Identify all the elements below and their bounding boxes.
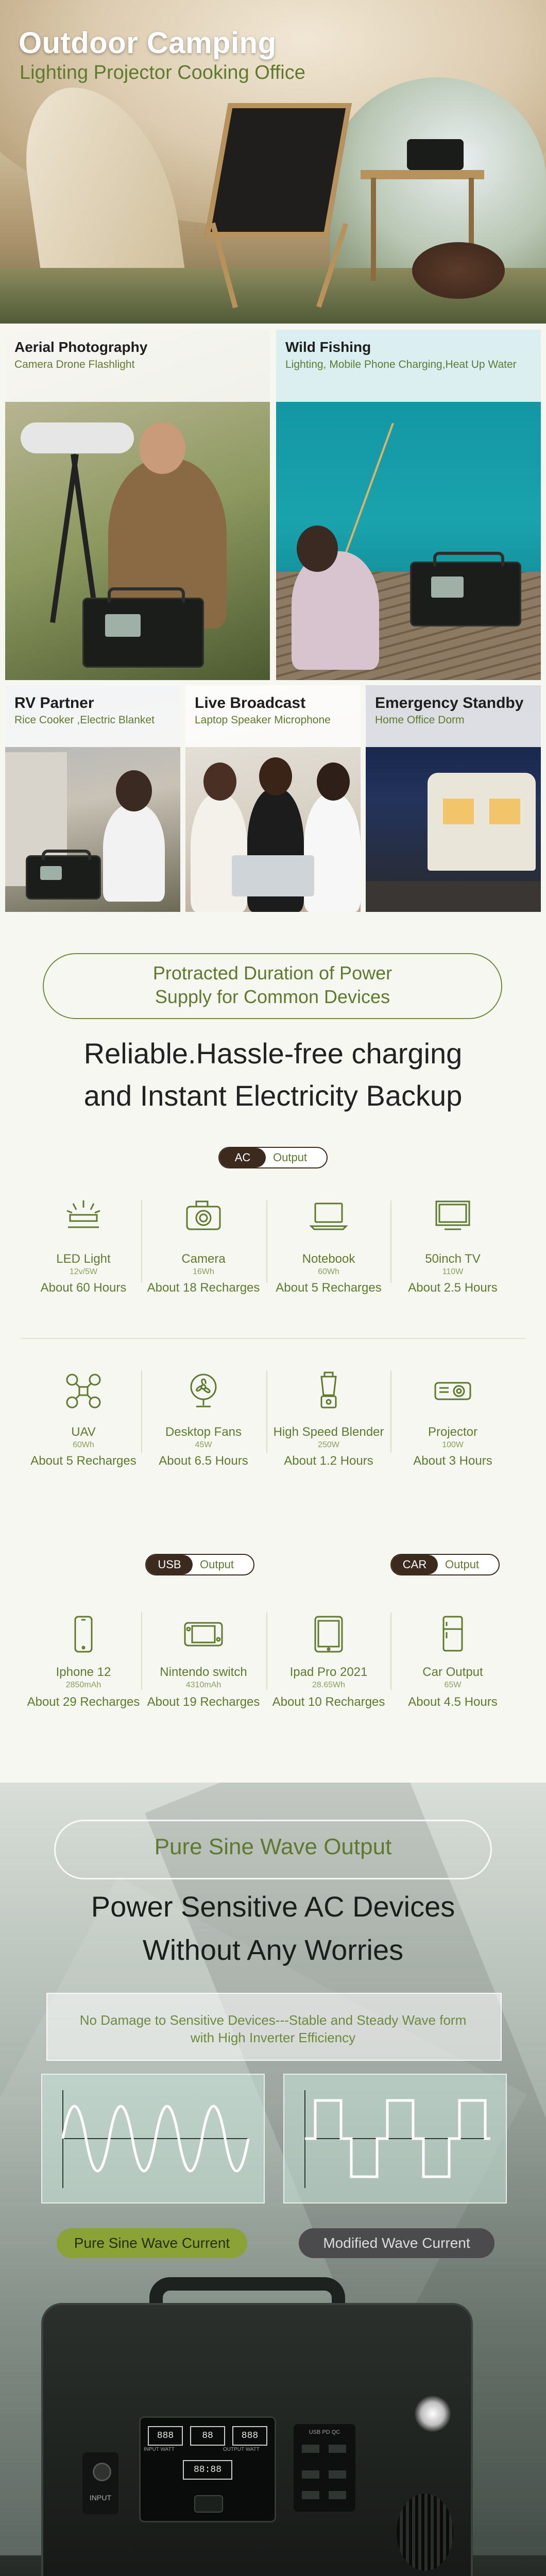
power-station-image (407, 139, 464, 170)
device-spec: 60Wh (73, 1440, 94, 1449)
device-usage: About 19 Recharges (147, 1695, 260, 1709)
scene-title: Live Broadcast (195, 694, 306, 711)
usb-port (329, 2491, 346, 2499)
projector-icon (432, 1370, 473, 1412)
power-button[interactable] (194, 2495, 223, 2513)
device-spec: 12v/5W (69, 1267, 98, 1276)
lcd-caption-output: OUTPUT WATT (223, 2447, 260, 2452)
device-usage: About 60 Hours (40, 1281, 127, 1295)
scene-emergency-standby (366, 685, 541, 912)
hero-subtitle: Lighting Projector Cooking Office (20, 62, 305, 83)
modified-wave-panel (283, 2074, 507, 2204)
scene-subtitle: Lighting, Mobile Phone Charging,Heat Up Water (285, 359, 517, 370)
ac-tag-label: AC (219, 1148, 266, 1167)
device-name: High Speed Blender (273, 1425, 384, 1439)
device-usage: About 1.2 Hours (284, 1454, 373, 1468)
person-head (203, 762, 236, 801)
fisher (292, 551, 379, 670)
device-spec: 100W (442, 1440, 464, 1449)
sine-headline-2: Without Any Worries (142, 1934, 404, 1966)
lcd-percent: 88 (190, 2426, 225, 2446)
scene-subtitle: Rice Cooker ,Electric Blanket (14, 714, 155, 726)
ground (366, 881, 541, 912)
device-usage: About 3 Hours (413, 1454, 492, 1468)
duration-headline-2: and Instant Electricity Backup (83, 1079, 463, 1112)
switch-icon (183, 1614, 224, 1655)
device-name: Iphone 12 (56, 1665, 111, 1679)
person-head (317, 762, 350, 801)
car-tag-label: CAR (391, 1555, 438, 1574)
device-spec: 4310mAh (185, 1681, 221, 1689)
device-usage: About 2.5 Hours (408, 1281, 498, 1295)
scene-live-broadcast (185, 685, 361, 912)
device-name: UAV (71, 1425, 96, 1439)
device-spec: 110W (442, 1267, 464, 1276)
row-divider (21, 1338, 525, 1339)
usb-port (302, 2491, 319, 2499)
input-port (82, 2452, 118, 2514)
usb-label: USB PD QC (309, 2429, 340, 2435)
device-usage: About 5 Recharges (30, 1454, 136, 1468)
flashlight-icon (415, 2396, 451, 2432)
scene-rv-partner (5, 685, 180, 912)
usb-port-panel (294, 2424, 355, 2512)
device-spec: 45W (195, 1440, 212, 1449)
scene-title: Aerial Photography (14, 339, 148, 355)
person-head (139, 422, 185, 474)
device-name: 50inch TV (425, 1252, 481, 1266)
camera-icon (183, 1195, 224, 1236)
usb-port (329, 2445, 346, 2453)
hero-title: Outdoor Camping (19, 26, 277, 60)
duration-pill-line2: Supply for Common Devices (155, 986, 390, 1007)
person-head (259, 757, 292, 795)
fan-icon (183, 1370, 224, 1412)
device-usage: About 5 Recharges (276, 1281, 382, 1295)
pure-sine-label: Pure Sine Wave Current (57, 2228, 247, 2258)
scene-wild-fishing (276, 330, 541, 680)
ac-output-tag (218, 1147, 328, 1168)
tablet-icon (308, 1614, 349, 1655)
device-name: Ipad Pro 2021 (289, 1665, 368, 1679)
device-spec: 65W (444, 1681, 462, 1689)
car-output-tag (390, 1554, 500, 1575)
camera-lens (21, 422, 134, 453)
device-name: Desktop Fans (165, 1425, 242, 1439)
device-spec: 16Wh (193, 1267, 214, 1276)
led-light-icon (63, 1195, 104, 1236)
device-name: LED Light (56, 1252, 111, 1266)
hero-banner (0, 0, 546, 324)
lcd-panel (139, 2416, 276, 2522)
input-label: INPUT (90, 2494, 111, 2502)
power-station-image (82, 598, 204, 668)
pouf (412, 242, 505, 299)
notebook-icon (308, 1195, 349, 1236)
device-name: Camera (181, 1252, 226, 1266)
table-leg (371, 178, 376, 281)
usb-port (302, 2445, 319, 2453)
output-tag-label: Output (445, 1558, 480, 1571)
scene-title: Wild Fishing (285, 339, 371, 355)
camping-chair (204, 103, 352, 237)
scene-subtitle: Camera Drone Flashlight (14, 359, 135, 370)
output-tag-label: Output (273, 1151, 308, 1164)
device-usage: About 10 Recharges (272, 1695, 385, 1709)
power-station-image (410, 562, 521, 626)
modified-wave-label: Modified Wave Current (299, 2228, 494, 2258)
device-name: Nintendo switch (160, 1665, 247, 1679)
tv-icon (432, 1195, 473, 1236)
sine-note-line1: No Damage to Sensitive Devices---Stable and Steady Wave form (79, 2012, 467, 2028)
fridge-icon (432, 1614, 473, 1655)
lcd-time: 88:88 (183, 2460, 232, 2480)
device-spec: 2850mAh (65, 1681, 101, 1689)
square-wave-graphic (284, 2075, 506, 2202)
person-head (297, 526, 338, 572)
device-usage: About 18 Recharges (147, 1281, 260, 1295)
scene-title: Emergency Standby (375, 694, 524, 711)
device-usage: About 29 Recharges (27, 1695, 140, 1709)
scene-aerial-photography (5, 330, 270, 680)
scene-title: RV Partner (14, 694, 94, 711)
sine-pill-text: Pure Sine Wave Output (154, 1834, 392, 1859)
output-tag-label: Output (200, 1558, 234, 1571)
usb-output-tag (145, 1554, 254, 1575)
device-usage: About 4.5 Hours (408, 1695, 498, 1709)
scene-subtitle: Laptop Speaker Microphone (195, 714, 331, 726)
laptop (232, 855, 314, 896)
rv-window (489, 799, 520, 824)
sine-note-line2: with High Inverter Efficiency (190, 2030, 356, 2045)
usb-port (302, 2470, 319, 2479)
device-spec: 250W (318, 1440, 339, 1449)
device-spec: 28.65Wh (312, 1681, 346, 1689)
lcd-caption-input: INPUT WATT (144, 2447, 175, 2452)
device-name: Notebook (302, 1252, 355, 1266)
lcd-output-watt: 888 (232, 2426, 267, 2446)
lcd-input-watt: 888 (148, 2426, 183, 2446)
uav-icon (63, 1370, 104, 1412)
device-name: Projector (428, 1425, 478, 1439)
usb-tag-label: USB (146, 1555, 193, 1574)
camp-table (361, 170, 484, 179)
scene-subtitle: Home Office Dorm (375, 714, 465, 726)
device-spec: 60Wh (318, 1267, 339, 1276)
power-station-image (26, 855, 101, 900)
dc-input-jack (93, 2463, 111, 2481)
phone-icon (63, 1614, 104, 1655)
duration-headline-1: Reliable.Hassle-free charging (83, 1037, 463, 1070)
person-head (116, 770, 152, 811)
pure-sine-wave-panel (41, 2074, 265, 2204)
duration-pill-line1: Protracted Duration of Power (152, 962, 393, 984)
sine-wave-graphic (42, 2075, 264, 2202)
usb-port (329, 2470, 346, 2479)
woman (103, 804, 165, 902)
device-usage: About 6.5 Hours (159, 1454, 248, 1468)
rv-window (443, 799, 474, 824)
blender-icon (308, 1370, 349, 1412)
sine-headline-1: Power Sensitive AC Devices (91, 1890, 455, 1923)
device-name: Car Output (422, 1665, 483, 1679)
speaker-vent (397, 2494, 453, 2571)
